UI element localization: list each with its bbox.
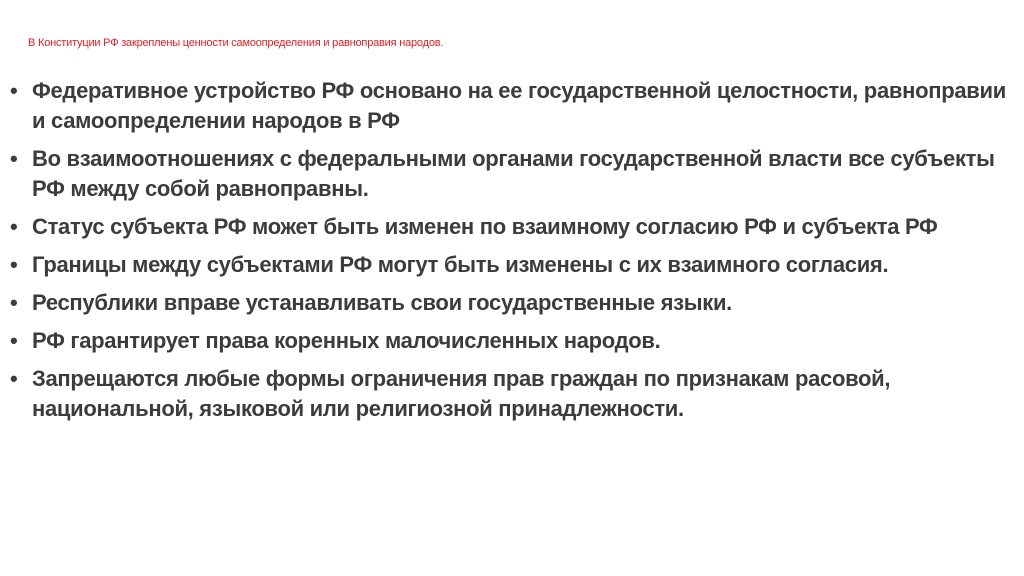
bullet-item	[10, 288, 1014, 318]
bullet-point-icon: •	[10, 290, 18, 315]
bullet-list	[10, 76, 1014, 432]
bullet-point-icon: •	[10, 78, 18, 103]
bullet-item	[10, 144, 1014, 204]
bullet-point-icon: •	[10, 146, 18, 171]
slide-title: В Конституции РФ закреплены ценности самоопределения и равноправия народов.	[28, 37, 444, 49]
bullet-text: Республики вправе устанавливать свои государственные языки.	[32, 290, 732, 315]
bullet-text: Статус субъекта РФ может быть изменен по взаимному согласию РФ и субъекта РФ	[32, 214, 938, 239]
bullet-text: Границы между субъектами РФ могут быть изменены с их взаимного согласия.	[32, 252, 889, 277]
bullet-item	[10, 364, 1014, 424]
bullet-text: РФ гарантирует права коренных малочисленных народов.	[32, 328, 661, 353]
bullet-text: Федеративное устройство РФ основано на ее государственной целостности, равноправии и самоопределении народов в РФ	[32, 78, 1006, 133]
bullet-point-icon: •	[10, 214, 18, 239]
bullet-item	[10, 250, 1014, 280]
bullet-point-icon: •	[10, 252, 18, 277]
bullet-point-icon: •	[10, 366, 18, 391]
bullet-text: Во взаимоотношениях с федеральными органами государственной власти все субъекты РФ между собой равноправны.	[32, 146, 995, 201]
bullet-text: Запрещаются любые формы ограничения прав граждан по признакам расовой, национальной, языковой или религиозной принадлежности.	[32, 366, 891, 421]
bullet-item	[10, 76, 1014, 136]
bullet-item	[10, 212, 1014, 242]
bullet-item	[10, 326, 1014, 356]
bullet-point-icon: •	[10, 328, 18, 353]
